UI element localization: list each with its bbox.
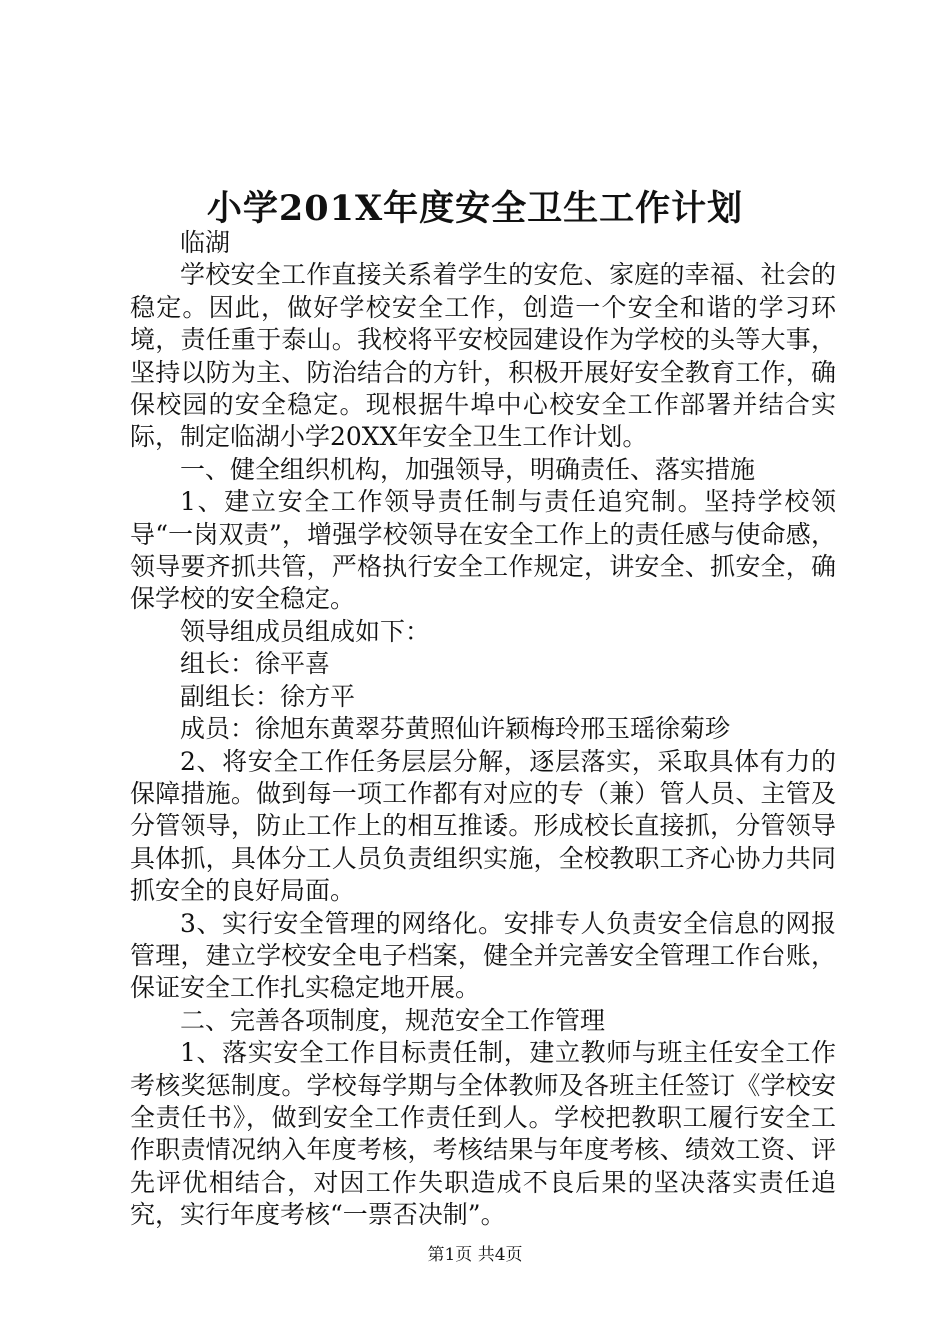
paragraph-1-3: 3、实行安全管理的网络化。安排专人负责安全信息的网报管理，建立学校安全电子档案，健全并完善安全管理工作台账，保证安全工作扎实稳定地开展。 bbox=[130, 908, 836, 1003]
paragraph-1-1: 1、建立安全工作领导责任制与责任追究制。坚持学校领导“一岗双责”，增强学校领导在安全工作上的责任感与使命感，领导要齐抓共管，严格执行安全工作规定，讲安全、抓安全，确保学校的安全稳定。 bbox=[130, 487, 836, 614]
group-members: 成员：徐旭东黄翠芬黄照仙许颖梅玲邢玉瑶徐菊珍 bbox=[180, 714, 731, 744]
section-heading-2: 二、完善各项制度，规范安全工作管理 bbox=[180, 1005, 606, 1035]
author-line: 临湖 bbox=[180, 228, 231, 257]
paragraph-1-2: 2、将安全工作任务层层分解，逐层落实，采取具体有力的保障措施。做到每一项工作都有对应的专（兼）管人员、主管及分管领导，防止工作上的相互推诿。形成校长直接抓，分管领导具体抓，具体分工人员负责组织实施，全校教职工齐心协力共同抓安全的良好局面。 bbox=[130, 746, 836, 906]
document-body bbox=[130, 227, 836, 1232]
leader-group-intro: 领导组成员组成如下： bbox=[180, 616, 431, 646]
paragraph-2-1: 1、落实安全工作目标责任制，建立教师与班主任安全工作考核奖惩制度。学校每学期与全体教师及各班主任签订《学校安全责任书》，做到安全工作责任到人。学校把教职工履行安全工作职责情况纳入年度考核，考核结果与年度考核、绩效工资、评先评优相结合，对因工作失职造成不良后果的坚决落实责任追究，实行年度考核“一票否决制”。 bbox=[130, 1038, 836, 1230]
document-title: 小学201X年度安全卫生工作计划 bbox=[206, 188, 744, 229]
deputy-group-leader: 副组长：徐方平 bbox=[180, 681, 356, 711]
page-footer: 第1页 共4页 bbox=[427, 1245, 523, 1265]
intro-paragraph: 学校安全工作直接关系着学生的安危、家庭的幸福、社会的稳定。因此，做好学校安全工作，创造一个安全和谐的学习环境，责任重于泰山。我校将平安校园建设作为学校的头等大事，坚持以防为主、防治结合的方针，积极开展好安全教育工作，确保校园的安全稳定。现根据牛埠中心校安全工作部署并结合实际，制定临湖小学20XX年安全卫生工作计划。 bbox=[130, 260, 836, 452]
section-heading-1: 一、健全组织机构，加强领导，明确责任、落实措施 bbox=[180, 454, 756, 484]
group-leader: 组长：徐平喜 bbox=[180, 649, 331, 679]
